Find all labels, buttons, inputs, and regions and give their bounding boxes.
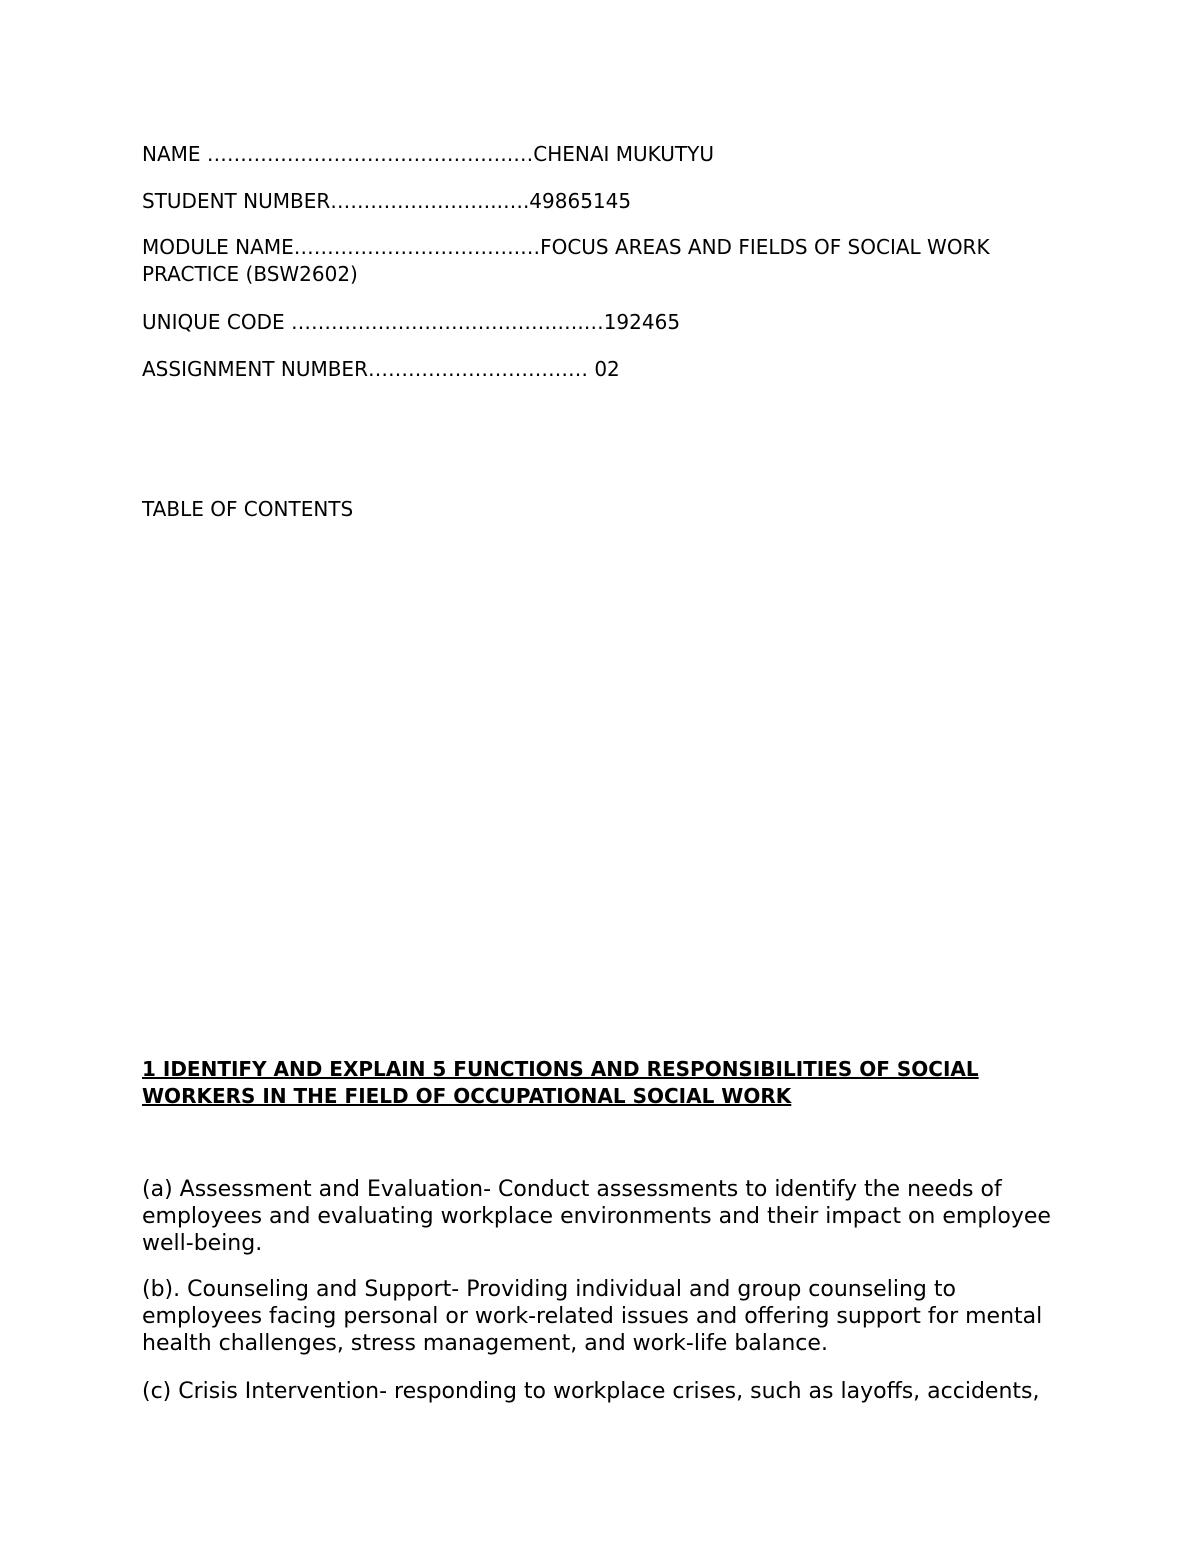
assignment-number-line: ASSIGNMENT NUMBER…………………………… 02 (142, 357, 620, 381)
table-of-contents-heading: TABLE OF CONTENTS (142, 497, 354, 521)
answer-item-a: (a) Assessment and Evaluation- Conduct assessments to identify the needs of employees and evaluating workplace environments and their impact on employee well-being. (142, 1177, 1051, 1256)
answer-item-b: (b). Counseling and Support- Providing individual and group counseling to employees facing personal or work-related issues and offering support for mental health challenges, stress management, and work-life balance. (142, 1277, 1043, 1356)
unique-code-line: UNIQUE CODE ………………………………….….…192465 (142, 310, 681, 334)
module-name-line: MODULE NAME…………………………….…FOCUS AREAS AND FIELDS OF SOCIAL WORK PRACTICE (BSW2602) (142, 235, 990, 286)
question-heading: 1 IDENTIFY AND EXPLAIN 5 FUNCTIONS AND RESPONSIBILITIES OF SOCIAL WORKERS IN THE FIELD OF OCCUPATIONAL SOCIAL WORK (142, 1057, 979, 1108)
name-line: NAME ……………………………………….…CHENAI MUKUTYU (142, 142, 714, 166)
answer-item-c: (c) Crisis Intervention- responding to workplace crises, such as layoffs, accidents, (142, 1379, 1040, 1404)
student-number-line: STUDENT NUMBER……………………..….49865145 (142, 189, 632, 213)
